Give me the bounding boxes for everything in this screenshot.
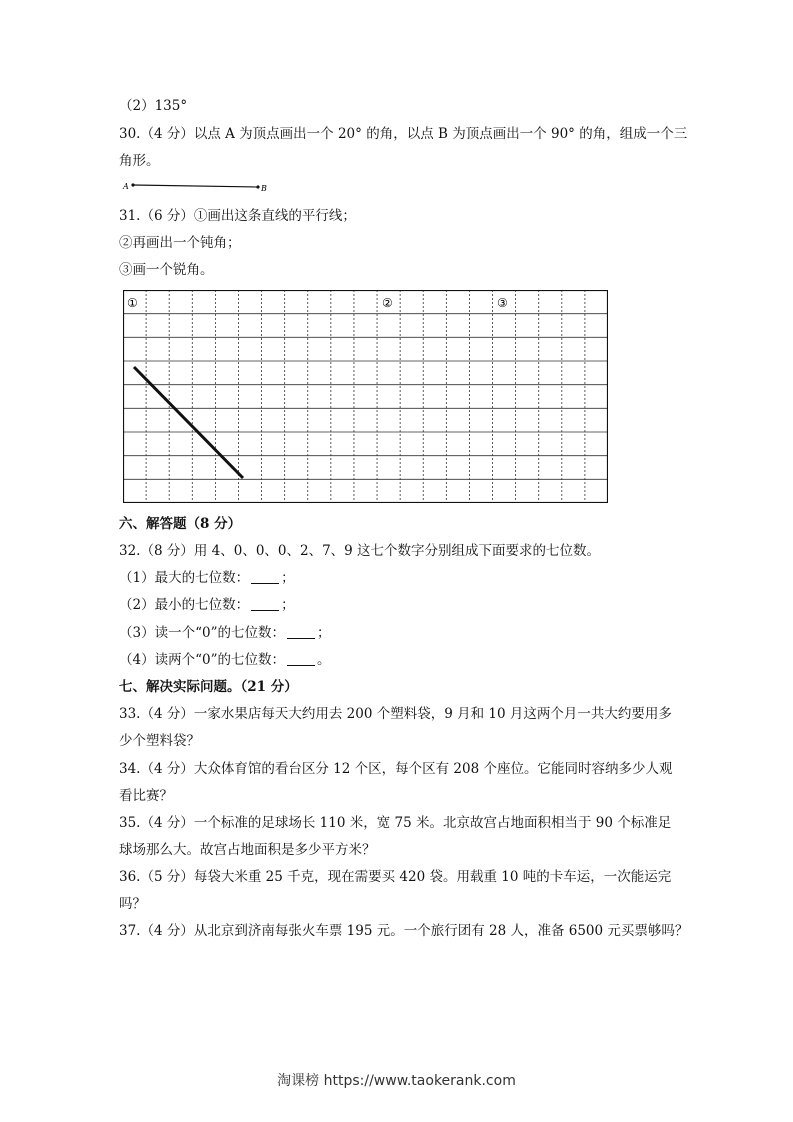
- grid-mark-1: ①: [127, 296, 138, 310]
- answer-blank-3[interactable]: [287, 624, 315, 639]
- answer-blank-1[interactable]: [251, 569, 279, 584]
- grid-mark-3: ③: [497, 296, 508, 310]
- line-ab: [133, 185, 258, 187]
- q32-1-end: ；: [281, 570, 295, 586]
- question-36-line1: 36.（5 分）每袋大米重 25 千克，现在需要买 420 袋。用载重 10 吨的卡车运，一次能运完: [119, 869, 672, 885]
- question-30-line2: 角形。: [119, 153, 160, 169]
- question-31-line2: ②再画出一个钝角；: [119, 235, 241, 251]
- question-31-line3: ③画一个锐角。: [119, 262, 214, 278]
- question-34-line1: 34.（4 分）大众体育馆的看台区分 12 个区，每个区有 208 个座位。它能同时容纳多少人观: [119, 761, 673, 777]
- page-footer: 淘课榜 https://www.taokerank.com: [277, 1073, 516, 1089]
- grid-lines: [123, 290, 608, 503]
- point-a: [131, 183, 134, 186]
- grid-mark-2: ②: [382, 296, 393, 310]
- grid-border: [124, 291, 608, 503]
- section-7-heading: 七、解决实际问题。（21 分）: [119, 679, 298, 695]
- question-32-1: [119, 568, 295, 588]
- question-32-3: [119, 623, 330, 643]
- section-6-heading: 六、解答题（8 分）: [119, 516, 242, 532]
- q32-4-end: 。: [316, 652, 331, 668]
- q32-4-label: （4）读两个“0”的七位数：: [119, 652, 285, 668]
- answer-blank-4[interactable]: [287, 651, 315, 666]
- question-37: 37.（4 分）从北京到济南每张火车票 195 元。一个旅行团有 28 人，准备 6500 元买票够吗？: [119, 923, 689, 939]
- point-b: [256, 185, 259, 188]
- q32-3-label: （3）读一个“0”的七位数：: [119, 625, 285, 641]
- answer-blank-2[interactable]: [251, 596, 279, 611]
- q32-2-end: ；: [281, 597, 295, 613]
- q32-1-label: （1）最大的七位数：: [119, 570, 250, 586]
- label-b: B: [261, 184, 267, 193]
- question-36-line2: 吗？: [119, 896, 146, 912]
- item-29-2: （2）135°: [119, 98, 188, 114]
- question-35-line2: 球场那么大。故宫占地面积是多少平方米？: [119, 842, 376, 858]
- question-33-line2: 少个塑料袋？: [119, 733, 200, 749]
- question-30-line1: 30.（4 分）以点 A 为顶点画出一个 20° 的角，以点 B 为顶点画出一个 90° 的角，组成一个三: [119, 126, 688, 142]
- question-32-4: [119, 650, 330, 670]
- q32-3-end: ；: [316, 625, 331, 641]
- label-a: A: [123, 182, 129, 191]
- q32-2-label: （2）最小的七位数：: [119, 597, 250, 613]
- question-35-line1: 35.（4 分）一个标准的足球场长 110 米，宽 75 米。北京故宫占地面积相当于 90 个标准足: [119, 815, 672, 831]
- segment-ab: [119, 178, 279, 198]
- question-33-line1: 33.（4 分）一家水果店每天大约用去 200 个塑料袋，9 月和 10 月这两个月一共大约要用多: [119, 706, 672, 722]
- drawing-grid[interactable]: [123, 290, 608, 503]
- question-34-line2: 看比赛？: [119, 788, 173, 804]
- given-line: [134, 367, 243, 478]
- question-32: 32.（8 分）用 4、0、0、0、2、7、9 这七个数字分别组成下面要求的七位数。: [119, 543, 601, 559]
- question-32-2: [119, 595, 295, 615]
- question-31-line1: 31.（6 分）①画出这条直线的平行线；: [119, 208, 356, 224]
